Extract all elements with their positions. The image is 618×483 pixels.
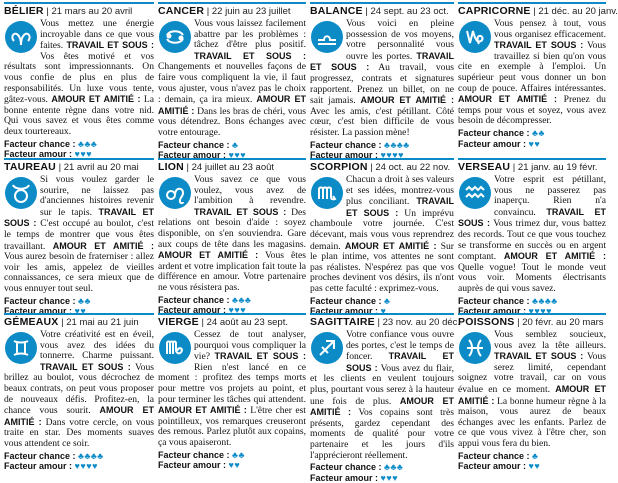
clover-icon: ♣♣: [78, 295, 91, 306]
intro-text: Cessez de tout analyser, pourquoi vous compliquer la vie?: [194, 329, 306, 363]
love-text: Vous aurez besoin de fraterniser : allez voir les amis, appelez de vieilles connaissances, ce sera mieux que de vous ennuyer tout seul.: [4, 251, 154, 294]
work-text: Un imprévu chamboule votre journée. C'est décevant, mais vous vous reprendrez demain.: [310, 207, 454, 252]
intro-text: Votre esprit est pétillant, vous ne passerez pas inaperçu. Rien n'a convaincu.: [494, 174, 606, 218]
love-label: AMOUR ET AMITIÉ :: [51, 94, 141, 105]
sign-text: [158, 18, 307, 161]
love-label: AMOUR ET AMITIÉ :: [52, 240, 154, 251]
sign-dates: 24 août au 23 sept.: [206, 317, 288, 328]
love-text: Vous êtes ardent et votre implication fait toute la différence en amour. Votre partenaire ne vous résistera pas.: [158, 250, 306, 293]
sign-name: CAPRICORNE: [458, 5, 531, 17]
sign-name: SCORPION: [310, 161, 368, 173]
sign-dates: 21 janv. au 19 févr.: [517, 162, 598, 173]
love-factor: Facteur amour : ♥♥♥♥: [310, 150, 404, 161]
luck-factor: Facteur chance : ♣♣: [158, 449, 245, 460]
sign-name: VERSEAU: [458, 161, 511, 173]
heart-icon: ♥♥♥: [74, 149, 93, 160]
sign-text: [4, 18, 154, 160]
work-text: Vos êtes motivé et vos résultats sont impressionnants. On vous confie de plus en plus de responsabilités. Un luxe vous tente, gâtez-vous.: [4, 50, 154, 106]
love-text: Dans votre cercle, on vous traite en star. Des moments suaves vous attendent ce soir.: [4, 416, 154, 449]
love-label: AMOUR ET AMITIÉ :: [158, 405, 247, 416]
sign-scorpio: [310, 158, 454, 317]
love-text: L'être cher est pointilleux, vos remarques creuseront des remous. Parlez plutôt aux copains, ça vous apaiseront.: [158, 405, 306, 448]
work-text: Vous travaillez si bien qu'on vous cite en exemple à l'emploi. Un supérieur peut vous donner un bon coup de pouce. Affaires intéressantes.: [458, 40, 606, 94]
sign-name: BALANCE: [310, 5, 363, 17]
love-text: La bonne humeur règne à la maison, vous aurez de beaux échanges avec les enfants. Parlez de ce que vous vivez à l'être cher, son appui vous fera du bien.: [458, 395, 606, 449]
sign-dates: 24 sept. au 23 oct.: [370, 6, 449, 17]
love-label: AMOUR ET AMITIÉ :: [360, 95, 454, 106]
intro-text: Vous voici en pleine possession de vos moyens, votre personnalité vous ouvre les portes.: [346, 18, 454, 62]
sign-cancer: [158, 2, 307, 161]
work-text: Vous avez du flair, et les clients en veulent toujours plus, pourtant vous serez à la hauteur une fois de plus.: [310, 362, 454, 407]
sign-dates: 24 oct. au 22 nov.: [375, 162, 451, 173]
work-label: TRAVAIL ET SOUS :: [494, 40, 584, 51]
sign-header: SAGITTAIRE | 23 nov. au 20 déc.: [310, 313, 454, 329]
sign-header: CAPRICORNE | 21 déc. au 20 janv.: [458, 2, 606, 18]
love-text: Vos copains sont très présents, gardez cependant des moments de qualité pour votre partenaire et les jours d'ils l'apprécieront réellement.: [310, 407, 454, 461]
sign-sagittarius: [310, 313, 461, 483]
sign-text: [158, 330, 306, 471]
sign-header: POISSONS | 20 févr. au 20 mars: [458, 313, 606, 329]
sign-name: BÉLIER: [4, 5, 44, 17]
clover-icon: ♣♣♣♣: [532, 295, 558, 306]
sign-header: LION | 24 juillet au 23 août: [158, 158, 306, 174]
work-text: Changements et nouvelles façons de faire vous compliquent la vie, il faut vous ajuster, vous n'avez pas le choix : demain, ça ira mieux.: [158, 61, 306, 106]
work-text: Vous brillez au boulot, vous décrochez de beaux contrats, on peut vous proposer de nouveaux défis. Profitez-en, la chance vous sourit.: [4, 361, 154, 417]
sign-text: [310, 174, 454, 317]
sign-pisces: [458, 313, 606, 471]
sign-name: CANCER: [158, 5, 205, 17]
sign-dates: 21 déc. au 20 janv.: [538, 6, 618, 17]
sign-text: [158, 174, 306, 316]
love-factor: Facteur amour : ♥♥♥♥: [458, 306, 552, 317]
luck-factor: Facteur chance : ♣: [458, 450, 539, 461]
sign-name: SAGITTAIRE: [310, 316, 375, 328]
intro-text: Vous mettez une énergie incroyable dans ce que vous faites.: [40, 18, 154, 52]
sign-name: TAUREAU: [4, 161, 56, 173]
sign-text: [4, 330, 154, 471]
sign-header: TAUREAU | 21 avril au 20 mai: [4, 158, 154, 174]
love-label: AMOUR ET AMITIÉ :: [158, 94, 306, 116]
work-text: Rien n'est lancé en ce moment : profitez des temps morts pour mettre vos projets au point, et pour terminer les tâches qui attendent.: [158, 361, 306, 405]
love-factor: Facteur amour : ♥♥: [458, 461, 541, 472]
love-text: Dans les bras de chéri, vous vous détendrez. Bons échanges avec votre entourage.: [158, 105, 307, 138]
sign-header: VIERGE | 24 août au 23 sept.: [158, 313, 306, 329]
sign-libra: [310, 2, 454, 161]
intro-text: Vous pensez à tout, vous vous organisez efficacement.: [494, 18, 606, 40]
clover-icon: ♣♣♣: [78, 138, 98, 149]
love-label: AMOUR ET AMITIÉ :: [158, 250, 259, 261]
luck-factor: Facteur chance : ♣♣♣: [158, 294, 252, 305]
luck-factor: Facteur chance : ♣♣: [458, 127, 545, 138]
intro-text: Vous vous laissez facilement abattre par les problèmes : tâchez d'être plus positif.: [194, 18, 306, 51]
love-factor: Facteur amour : ♥♥: [4, 306, 87, 317]
sign-gemini: [4, 313, 154, 471]
heart-icon: ♥♥: [228, 460, 241, 471]
clover-icon: ♣: [532, 450, 539, 461]
love-text: Avec les amis, c'est pétillant. Côté cœur, c'est bien difficile de vous résister. La passion mène!: [310, 105, 454, 138]
sign-dates: 22 juin au 23 juillet: [211, 6, 291, 17]
heart-icon: ♥♥♥: [228, 150, 247, 161]
sign-name: LION: [158, 161, 184, 173]
love-factor: Facteur amour : ♥♥♥: [310, 472, 399, 483]
work-label: TRAVAIL ET SOUS :: [40, 361, 131, 372]
love-factor: Facteur amour : ♥♥♥: [158, 150, 247, 161]
love-label: AMOUR ET AMITIÉ :: [4, 405, 154, 427]
work-label: TRAVAIL ET SOUS :: [310, 50, 454, 73]
sign-text: [458, 19, 606, 155]
sign-name: GÉMEAUX: [4, 316, 59, 328]
clover-icon: ♣: [384, 295, 391, 306]
sign-dates: 21 mars au 20 avril: [51, 6, 133, 17]
sign-header: VERSEAU | 21 janv. au 19 févr.: [458, 158, 606, 174]
sign-dates: 23 nov. au 20 déc.: [382, 317, 461, 328]
work-text: C'est occupé au boulot, c'est le temps de montrer que vous êtes travaillant.: [4, 218, 154, 252]
sign-text: [4, 174, 154, 317]
heart-icon: ♥♥♥♥: [380, 150, 404, 161]
clover-icon: ♣♣♣: [232, 294, 252, 305]
sign-header: BALANCE | 24 sept. au 23 oct.: [310, 2, 454, 18]
clover-icon: ♣♣: [532, 127, 545, 138]
luck-factor: Facteur chance : ♣: [158, 139, 239, 150]
sign-text: [458, 174, 606, 317]
work-label: TRAVAIL ET SOUS :: [66, 40, 154, 51]
luck-factor: Facteur chance : ♣♣♣♣: [310, 139, 410, 150]
intro-text: Si vous voulez garder le sourire, ne laissez pas d'anciennes histoires revenir sur le tapis.: [40, 174, 154, 218]
intro-text: Vous semblez soucieux, vous avez la tête ailleurs.: [494, 329, 606, 351]
clover-icon: ♣♣♣♣: [384, 139, 410, 150]
sign-text: [458, 330, 606, 471]
luck-factor: Facteur chance : ♣♣: [4, 295, 91, 306]
love-factor: Facteur amour : ♥♥♥♥: [4, 461, 98, 472]
love-label: AMOUR ET AMITIÉ :: [458, 383, 606, 406]
sign-name: VIERGE: [158, 316, 199, 328]
sign-aries: [4, 2, 154, 160]
sign-name: POISSONS: [458, 316, 515, 328]
sign-leo: [158, 158, 306, 316]
work-text: Au travail, vous progressez, contrats et signatures rapportent. Prenez un billet, on ne sait jamais.: [310, 62, 454, 107]
work-label: TRAVAIL ET SOUS :: [4, 206, 154, 229]
heart-icon: ♥♥♥♥: [528, 306, 552, 317]
work-label: TRAVAIL ET SOUS :: [194, 206, 287, 217]
sign-header: GÉMEAUX | 21 mai au 21 juin: [4, 313, 154, 329]
luck-factor: Facteur chance : ♣♣♣♣: [4, 450, 104, 461]
work-text: Des relations ont besoin d'aide : soyez disponible, on s'en souviendra. Gare aux coups de tête dans les magasins.: [158, 206, 306, 250]
intro-text: Votre confiance vous ouvre des portes, c'est le temps de foncer.: [346, 329, 454, 363]
heart-icon: ♥♥: [528, 461, 541, 472]
love-factor: Facteur amour : ♥♥: [458, 138, 541, 149]
love-text: Prenez du temps pour vous et soyez, vous avez besoin de décompresser.: [458, 94, 606, 127]
sign-dates: 21 mai au 21 juin: [66, 317, 139, 328]
love-label: AMOUR ET AMITIÉ :: [458, 94, 557, 105]
love-label: AMOUR ET AMITIÉ :: [503, 251, 606, 262]
sign-capricorn: [458, 2, 618, 155]
heart-icon: ♥: [380, 306, 387, 317]
intro-text: Vous savez ce que vous voulez, vous avez de l'ambition à revendre.: [194, 174, 306, 207]
work-text: Vous trimez dur, vous battez des records. Tout ce que vous touchez se transforme en succès ou en argent comptant.: [458, 218, 606, 263]
sign-header: SCORPION | 24 oct. au 22 nov.: [310, 158, 454, 174]
love-label: AMOUR ET AMITIÉ :: [310, 395, 454, 418]
heart-icon: ♥♥♥: [380, 472, 399, 483]
intro-text: Votre créativité est en éveil, vous avez des idées du tonnerre. Charme puissant.: [40, 329, 154, 362]
luck-factor: Facteur chance : ♣♣♣♣: [458, 295, 558, 306]
love-factor: Facteur amour : ♥♥: [158, 460, 241, 471]
heart-icon: ♥♥♥: [228, 305, 247, 316]
heart-icon: ♥♥: [74, 306, 87, 317]
work-label: TRAVAIL ET SOUS :: [346, 351, 454, 373]
love-factor: Facteur amour : ♥♥♥: [4, 149, 93, 160]
intro-text: Chacun a droit à ses valeurs et ses idées, montrez-vous plus conciliant.: [346, 174, 454, 208]
love-text: Sur le plan intime, vos attentes ne sont pas réalistes. N'espérez pas que vos proches devinent vos désirs, ils n'ont pas cette faculté : exprimez-vous.: [310, 240, 454, 294]
sign-dates: 21 avril au 20 mai: [63, 162, 139, 173]
work-text: Vous serez limité, cependant soignez votre travail, car on vous évalue en ce moment.: [458, 351, 606, 395]
clover-icon: ♣♣♣♣: [78, 450, 104, 461]
luck-factor: Facteur chance : ♣♣♣: [310, 462, 404, 473]
sign-dates: 24 juillet au 23 août: [191, 162, 275, 173]
sign-virgo: [158, 313, 306, 471]
work-label: TRAVAIL ET SOUS :: [494, 351, 584, 362]
sign-header: CANCER | 22 juin au 23 juillet: [158, 2, 306, 18]
love-text: Quelle vogue! Tout le monde veut vous voir. Moments électrisants auprès de qui vous savez.: [458, 261, 606, 294]
work-label: TRAVAIL ET SOUS :: [346, 196, 454, 218]
clover-icon: ♣♣♣: [384, 462, 404, 473]
work-label: TRAVAIL ET SOUS :: [214, 351, 306, 362]
work-label: TRAVAIL ET SOUS :: [458, 206, 606, 229]
love-text: La bonne entente règne dans votre nid. Qui vous savez et vous êtes comme deux tourtereaux.: [4, 94, 154, 137]
sign-dates: 20 févr. au 20 mars: [522, 317, 604, 328]
sign-header: BÉLIER | 21 mars au 20 avril: [4, 2, 154, 18]
sign-taurus: [4, 158, 154, 317]
love-factor: Facteur amour : ♥: [310, 306, 387, 317]
sign-aquarius: [458, 158, 606, 317]
clover-icon: ♣: [232, 139, 239, 150]
sign-text: [310, 329, 454, 483]
clover-icon: ♣♣: [232, 449, 245, 460]
love-factor: Facteur amour : ♥♥♥: [158, 305, 247, 316]
heart-icon: ♥♥♥♥: [74, 461, 98, 472]
work-label: TRAVAIL ET SOUS :: [194, 50, 306, 61]
sign-text: [310, 18, 454, 161]
luck-factor: Facteur chance : ♣: [310, 295, 391, 306]
luck-factor: Facteur chance : ♣♣♣: [4, 138, 98, 149]
love-label: AMOUR ET AMITIÉ :: [344, 240, 437, 251]
heart-icon: ♥♥: [528, 138, 541, 149]
